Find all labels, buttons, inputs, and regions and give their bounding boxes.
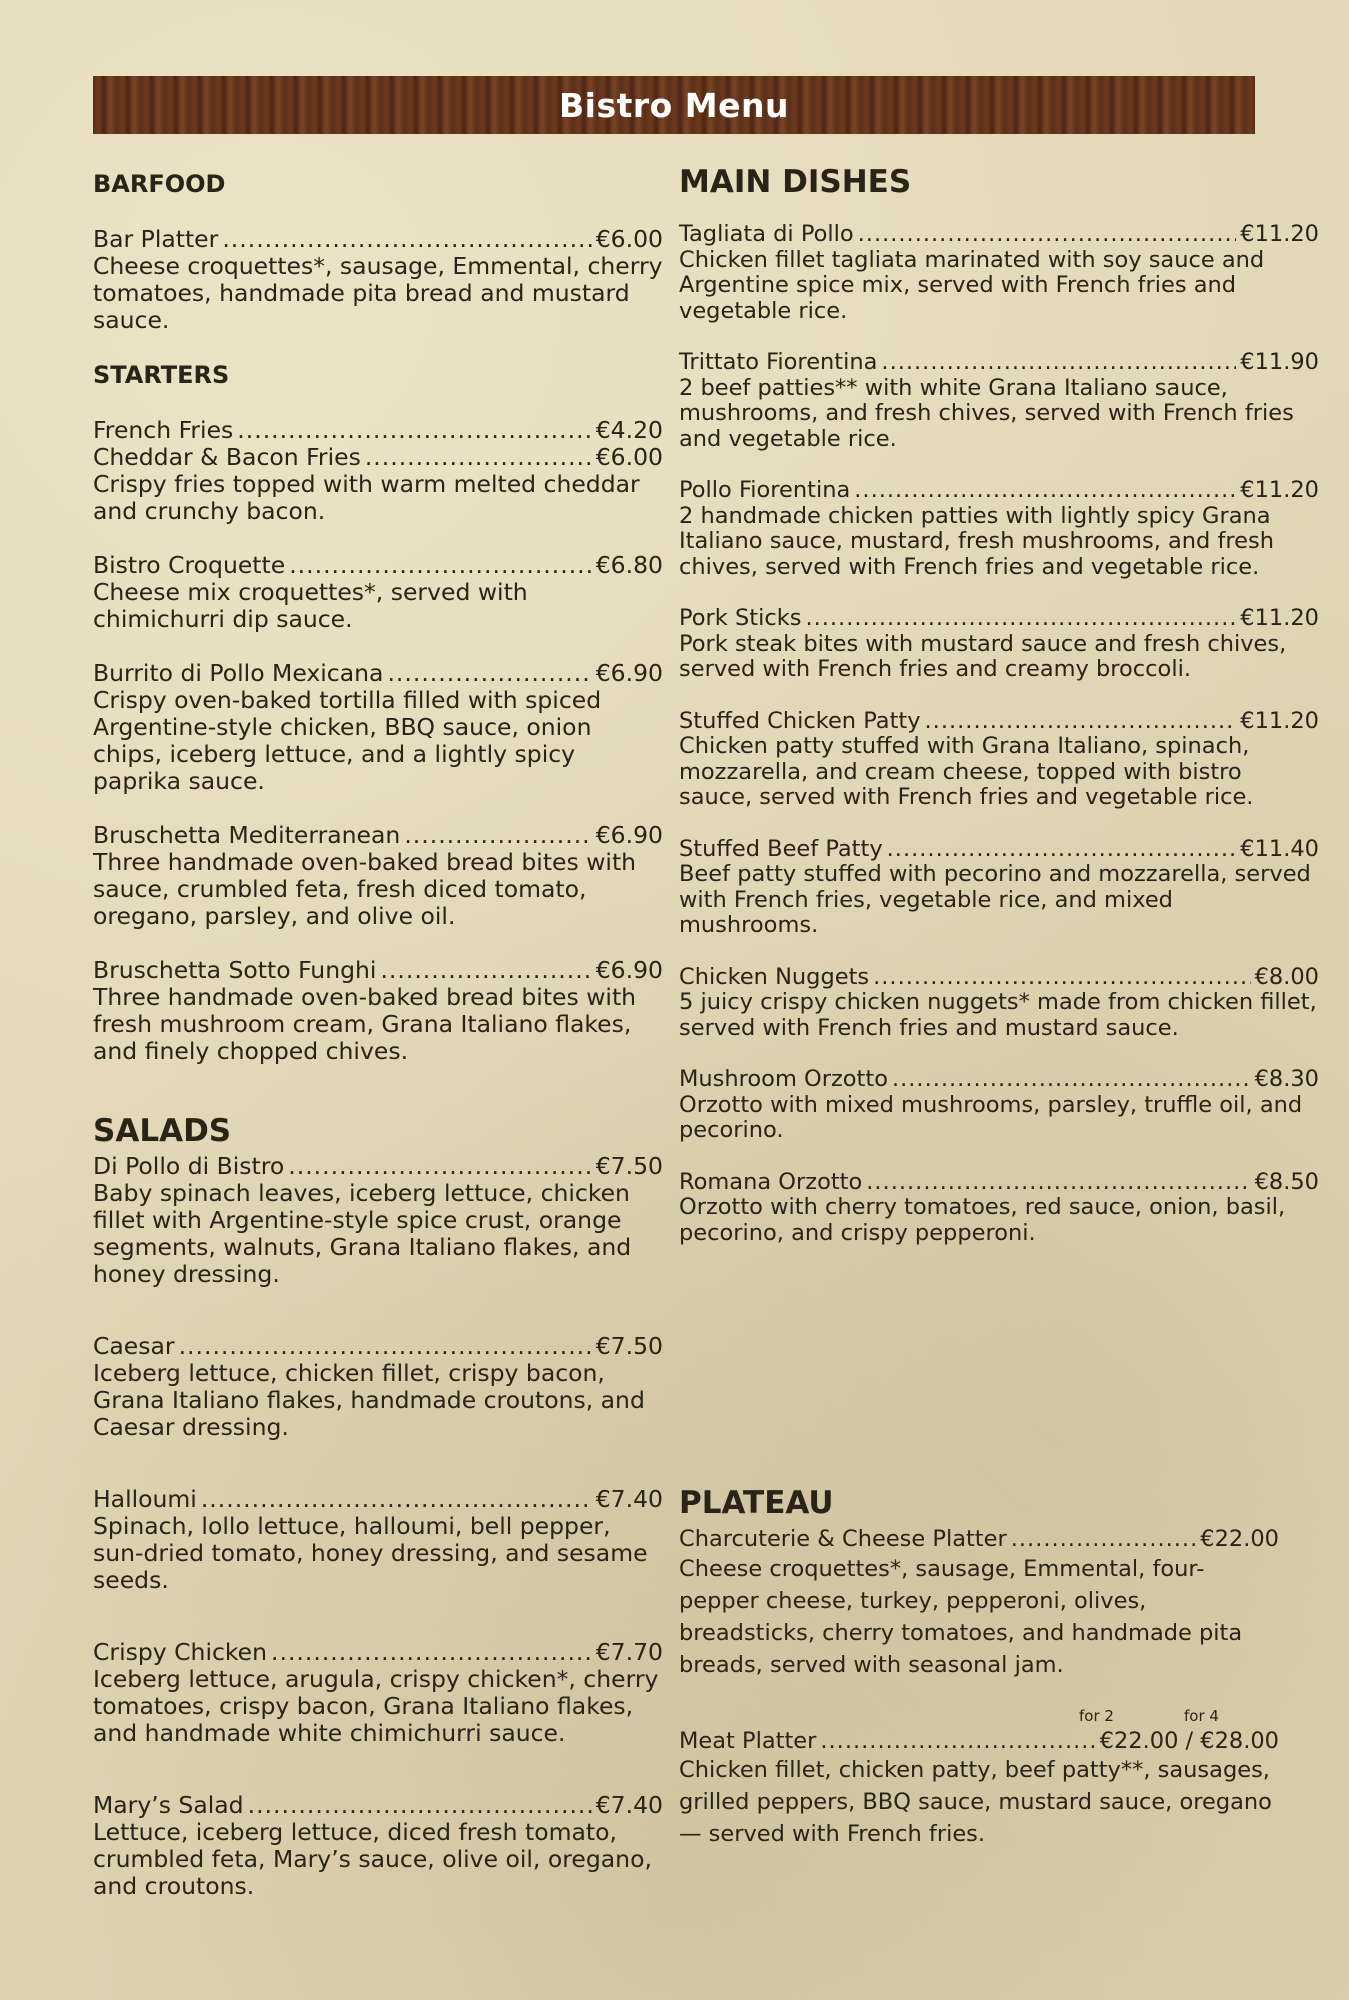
leader-dots <box>271 1639 592 1666</box>
item-name: Halloumi <box>93 1485 197 1513</box>
leader-dots <box>222 226 591 253</box>
item-name: Charcuterie & Cheese Platter <box>679 1526 1007 1552</box>
item-price: €11.20 <box>1240 221 1319 247</box>
menu-item <box>679 837 1319 939</box>
leader-dots <box>873 965 1250 991</box>
menu-item <box>679 606 1319 683</box>
item-desc: Three handmade oven-baked bread bites with fresh mushroom cream, Grana Italiano flakes, and finely chopped chives. <box>93 983 637 1065</box>
item-desc: Orzotto with cherry tomatoes, red sauce, onion, basil, pecorino, and crispy pepperoni. <box>679 1194 1286 1246</box>
leader-dots <box>1011 1527 1197 1553</box>
item-price: €7.50 <box>595 1152 663 1180</box>
main-dishes-list <box>679 222 1319 1246</box>
menu-item <box>679 965 1319 1042</box>
item-price: €8.00 <box>1254 963 1319 990</box>
leader-dots <box>248 1792 592 1819</box>
item-desc: Lettuce, iceberg lettuce, diced fresh tomato, crumbled feta, Mary’s sauce, olive oil, oregano, and croutons. <box>93 1818 652 1900</box>
item-desc: Spinach, lollo lettuce, halloumi, bell pepper, sun-dried tomato, honey dressing, and sesame seeds. <box>93 1512 648 1594</box>
item-name: Stuffed Chicken Patty <box>679 707 921 734</box>
item-name: Pollo Fiorentina <box>679 477 851 503</box>
item-name: Caesar <box>93 1332 175 1360</box>
item-name: Romana Orzotto <box>679 1168 863 1195</box>
item-price: €6.80 <box>595 551 663 579</box>
item-price: €22.00 <box>1200 1526 1279 1552</box>
item-desc: Cheese croquettes*, sausage, Emmental, cherry tomatoes, handmade pita bread and mustard sauce. <box>93 252 663 334</box>
leader-dots <box>179 1333 592 1360</box>
leader-dots <box>866 1170 1250 1196</box>
menu-item <box>93 1333 663 1441</box>
item-price: €6.90 <box>595 956 663 984</box>
item-price: €6.90 <box>595 659 663 687</box>
menu-item <box>93 1153 663 1288</box>
menu-item <box>679 1170 1319 1247</box>
price-labels <box>679 1707 1279 1725</box>
leader-dots <box>881 350 1236 376</box>
salads-heading: SALADS <box>93 1113 232 1149</box>
charcuterie-item <box>679 1527 1279 1681</box>
leader-dots <box>404 822 591 849</box>
item-price: €7.40 <box>595 1791 663 1819</box>
leader-dots <box>892 1067 1251 1093</box>
item-price: €6.00 <box>595 225 663 253</box>
barfood-list <box>93 226 663 334</box>
menu-item <box>93 957 663 1065</box>
item-name: Meat Platter <box>679 1727 817 1754</box>
item-name: Tagliata di Pollo <box>679 221 854 247</box>
leader-dots <box>289 552 592 579</box>
item-name: Di Pollo di Bistro <box>93 1152 285 1180</box>
meat-platter-item <box>679 1729 1279 1851</box>
item-price: €8.50 <box>1254 1168 1319 1195</box>
item-name: Chicken Nuggets <box>679 963 870 990</box>
menu-item <box>93 822 663 930</box>
menu-item <box>679 350 1319 452</box>
item-desc: Pork steak bites with mustard sauce and fresh chives, served with French fries and creamy broccoli. <box>679 630 1287 682</box>
item-price: €7.50 <box>595 1332 663 1360</box>
leader-dots <box>237 417 591 444</box>
item-desc: Crispy fries topped with warm melted cheddar and crunchy bacon. <box>93 470 640 525</box>
item-desc: Iceberg lettuce, chicken fillet, crispy bacon, Grana Italiano flakes, handmade croutons, and Caesar dressing. <box>93 1359 645 1441</box>
item-desc: 2 beef patties** with white Grana Italiano sauce, mushrooms, and fresh chives, served with French fries and vegetable rice. <box>679 374 1294 452</box>
leader-dots <box>820 1729 1095 1755</box>
item-desc: Chicken fillet, chicken patty, beef patty**, sausages, grilled peppers, BBQ sauce, mustard sauce, oregano — served with French fries. <box>679 1757 1272 1847</box>
menu-item <box>93 417 663 444</box>
menu-item <box>93 1792 663 1900</box>
item-price: €6.00 <box>595 443 663 471</box>
salads-list <box>93 1153 663 1900</box>
menu-title-banner <box>93 76 1255 134</box>
leader-dots <box>288 1153 591 1180</box>
item-price: €22.00 / €28.00 <box>1099 1727 1279 1754</box>
item-name: Mushroom Orzotto <box>679 1066 888 1092</box>
menu-item <box>93 444 663 525</box>
starters-list <box>93 417 663 1065</box>
menu-item <box>93 1639 663 1747</box>
starters-heading: STARTERS <box>93 361 230 389</box>
menu-item <box>93 660 663 795</box>
for-4-label: for 4 <box>1184 1706 1219 1725</box>
item-desc: 2 handmade chicken patties with lightly spicy Grana Italiano sauce, mustard, fresh mushrooms, and fresh chives, served with French fries and vegetable rice. <box>679 502 1274 580</box>
item-price: €7.40 <box>595 1485 663 1513</box>
menu-item <box>93 226 663 334</box>
item-name: Mary’s Salad <box>93 1791 244 1819</box>
item-desc: Cheese mix croquettes*, served with chimichurri dip sauce. <box>93 578 528 633</box>
right-column <box>679 164 1319 1847</box>
item-name: Crispy Chicken <box>93 1638 268 1666</box>
item-name: Bruschetta Sotto Funghi <box>93 956 377 984</box>
menu-title: Bistro Menu <box>558 85 790 125</box>
item-price: €11.90 <box>1240 349 1319 375</box>
item-price: €11.40 <box>1240 835 1319 862</box>
barfood-heading: BARFOOD <box>93 170 226 198</box>
main-dishes-heading: MAIN DISHES <box>679 164 912 200</box>
for-2-label: for 2 <box>1079 1706 1114 1725</box>
item-desc: Three handmade oven-baked bread bites with sauce, crumbled feta, fresh diced tomato, oregano, parsley, and olive oil. <box>93 848 637 930</box>
menu-item <box>93 1486 663 1594</box>
item-name: Bruschetta Mediterranean <box>93 821 401 849</box>
plateau-heading: PLATEAU <box>679 1485 834 1521</box>
item-name: Bistro Croquette <box>93 551 286 579</box>
item-price: €8.30 <box>1254 1066 1319 1092</box>
left-column <box>93 170 663 1945</box>
leader-dots <box>201 1486 592 1513</box>
leader-dots <box>387 660 591 687</box>
item-desc: Beef patty stuffed with pecorino and mozzarella, served with French fries, vegetable rice, and mixed mushrooms. <box>679 861 1311 938</box>
leader-dots <box>365 444 592 471</box>
item-desc: Baby spinach leaves, iceberg lettuce, chicken fillet with Argentine-style spice crust, orange segments, walnuts, Grana Italiano flakes, and honey dressing. <box>93 1179 632 1288</box>
menu-item <box>679 222 1319 324</box>
item-name: Stuffed Beef Patty <box>679 835 883 862</box>
item-price: €11.20 <box>1240 477 1319 503</box>
item-name: Trittato Fiorentina <box>679 349 878 375</box>
item-name: Pork Sticks <box>679 605 802 631</box>
item-price: €7.70 <box>595 1638 663 1666</box>
leader-dots <box>925 709 1237 735</box>
menu-item <box>679 1067 1319 1144</box>
leader-dots <box>858 222 1237 248</box>
menu-item <box>679 478 1319 580</box>
item-desc: 5 juicy crispy chicken nuggets* made from chicken fillet, served with French fries and mustard sauce. <box>679 989 1317 1041</box>
menu-item <box>93 552 663 633</box>
item-name: Cheddar & Bacon Fries <box>93 443 361 471</box>
item-name: Bar Platter <box>93 225 219 253</box>
item-price: €11.20 <box>1240 707 1319 734</box>
item-name: French Fries <box>93 416 234 444</box>
leader-dots <box>380 957 591 984</box>
menu-item <box>679 709 1319 811</box>
leader-dots <box>805 606 1236 632</box>
item-price: €11.20 <box>1240 605 1319 631</box>
item-desc: Chicken patty stuffed with Grana Italiano, spinach, mozzarella, and cream cheese, topped with bistro sauce, served with French fries and vegetable rice. <box>679 733 1254 810</box>
leader-dots <box>854 478 1236 504</box>
item-price: €4.20 <box>595 416 663 444</box>
item-desc: Cheese croquettes*, sausage, Emmental, four-pepper cheese, turkey, pepperoni, olives, breadsticks, cherry tomatoes, and handmade pita breads, served with seasonal jam. <box>679 1555 1243 1678</box>
item-price: €6.90 <box>595 821 663 849</box>
plateau-section <box>679 1485 1279 1876</box>
item-desc: Crispy oven-baked tortilla filled with spiced Argentine-style chicken, BBQ sauce, onion chips, iceberg lettuce, and a lightly spicy paprika sauce. <box>93 686 602 795</box>
item-desc: Orzotto with mixed mushrooms, parsley, truffle oil, and pecorino. <box>679 1091 1303 1143</box>
item-name: Burrito di Pollo Mexicana <box>93 659 384 687</box>
item-desc: Chicken fillet tagliata marinated with soy sauce and Argentine spice mix, served with French fries and vegetable rice. <box>679 246 1265 324</box>
leader-dots <box>887 837 1237 863</box>
item-desc: Iceberg lettuce, arugula, crispy chicken*, cherry tomatoes, crispy bacon, Grana Italiano flakes, and handmade white chimichurri sauce. <box>93 1665 659 1747</box>
